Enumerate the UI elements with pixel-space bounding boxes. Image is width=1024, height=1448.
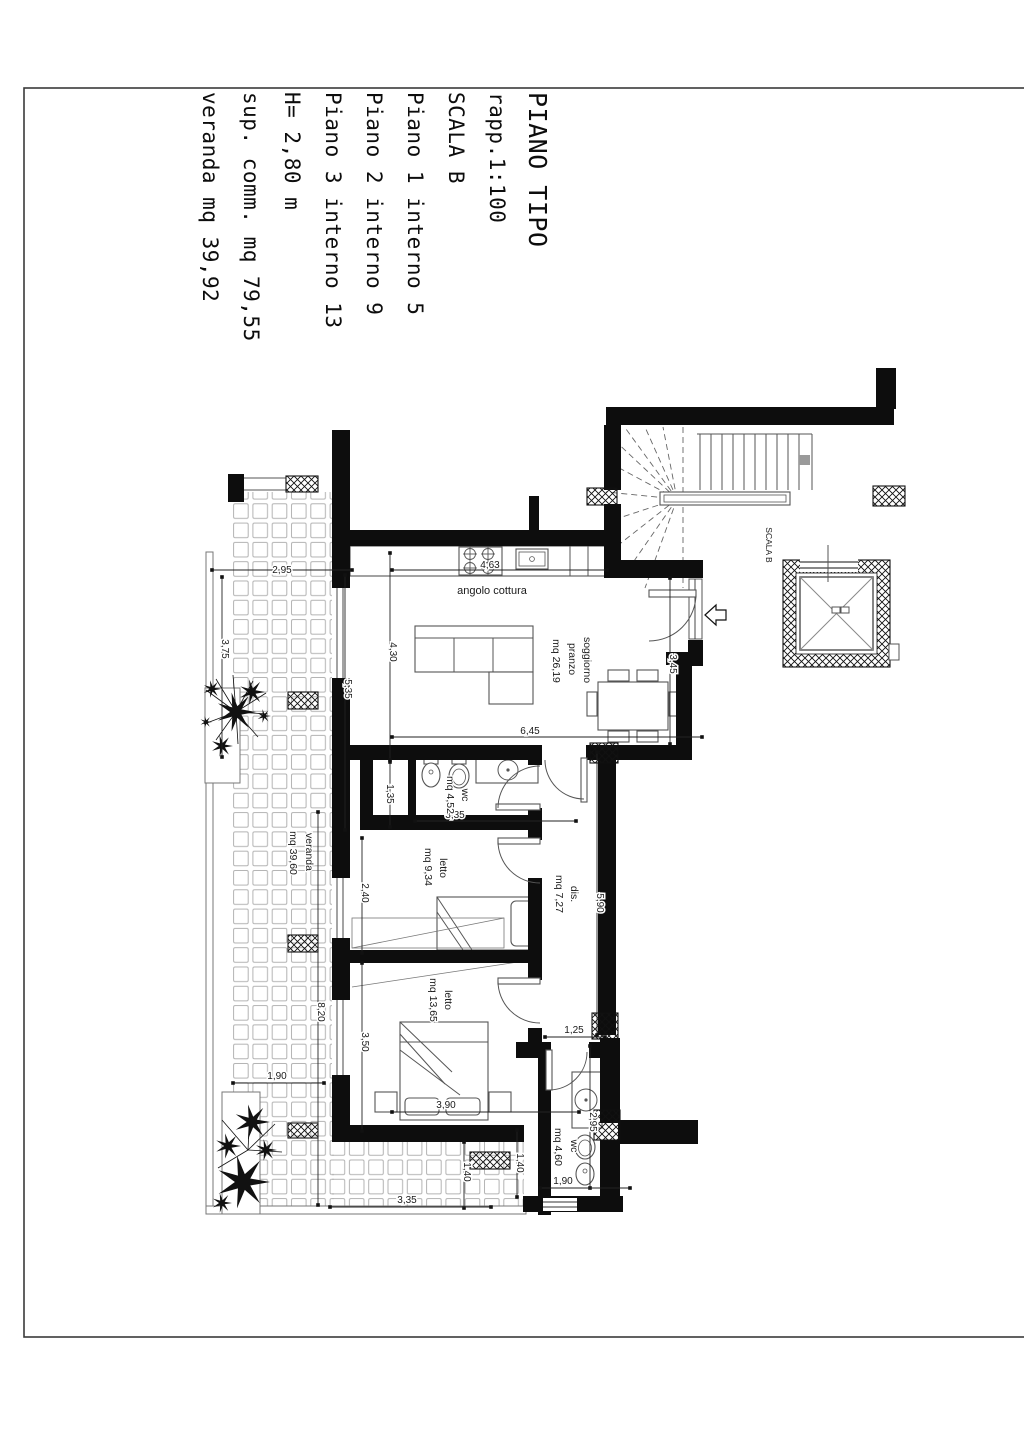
title-line: rapp.1:100 xyxy=(485,92,509,224)
nightstand xyxy=(489,1092,511,1112)
bathroom-1-fixtures xyxy=(422,757,538,788)
room-label: mq 7,27 xyxy=(553,875,565,913)
parapet-west xyxy=(206,552,213,1214)
nightstand xyxy=(375,1092,397,1112)
stair-handrail-inner xyxy=(664,495,786,502)
room-label: mq 9,34 xyxy=(422,848,434,886)
room-label: mq 4,52 xyxy=(444,776,456,814)
room-label: mq 13,65 xyxy=(427,978,439,1022)
title-line: SCALA B xyxy=(444,92,468,185)
door-living-hall xyxy=(545,758,587,802)
entrance-arrow-icon xyxy=(705,605,726,625)
room-label: letto xyxy=(442,990,454,1010)
dining-table xyxy=(587,670,679,742)
chair xyxy=(608,670,629,681)
dim-label: 1,90 xyxy=(553,1176,573,1187)
stair-treads xyxy=(697,434,812,490)
dim-label: 3,90 xyxy=(436,1100,456,1111)
dim-label: 1,35 xyxy=(384,784,395,804)
dim-label: 2,95 xyxy=(587,1112,598,1132)
title-line: Piano 2 interno 9 xyxy=(362,92,386,316)
dim-label: 3,50 xyxy=(359,1032,370,1052)
entrance-threshold xyxy=(689,579,702,639)
dim-label: 3,35 xyxy=(397,1195,417,1206)
dim-label: 6,45 xyxy=(520,726,540,737)
dim-label: 1,90 xyxy=(267,1071,287,1082)
chair xyxy=(637,670,658,681)
window xyxy=(332,588,350,678)
kitchen-label: angolo cottura xyxy=(457,585,527,597)
chair xyxy=(608,731,629,742)
title-line: PIANO TIPO xyxy=(523,92,552,248)
room-label: letto xyxy=(437,858,449,878)
room-label: mq 4,60 xyxy=(552,1128,564,1166)
dim-label: 1,25 xyxy=(564,1025,584,1036)
bedroom-1-furniture xyxy=(352,897,540,950)
kitchen xyxy=(350,546,607,576)
chair xyxy=(587,692,597,716)
elevator-symbol xyxy=(832,607,840,613)
title-line: Piano 3 interno 13 xyxy=(321,92,345,329)
room-label: mq 39,60 xyxy=(287,831,299,875)
dim-label: 5,90 xyxy=(594,893,605,913)
room-label: veranda xyxy=(303,833,315,871)
room-label: wc xyxy=(568,1139,580,1153)
room-label: dis. xyxy=(568,885,580,903)
stair-tread-mark xyxy=(799,455,810,465)
title-line: H= 2,80 m xyxy=(280,92,304,211)
chair xyxy=(637,731,658,742)
title-line: sup. comm. mq 79,55 xyxy=(239,92,263,342)
room-label: soggiorno xyxy=(581,636,593,684)
sofa-chaise xyxy=(489,672,533,704)
dim-label: 2,95 xyxy=(272,565,292,576)
room-label: mq 26,19 xyxy=(550,639,562,683)
dim-label: 3,45 xyxy=(667,654,678,674)
dim-label: 3,75 xyxy=(219,639,230,659)
elevator-door-opening xyxy=(800,557,858,572)
title-line: veranda mq 39,92 xyxy=(198,92,222,303)
bidet xyxy=(422,763,440,787)
dim-label: 8,20 xyxy=(315,1002,326,1022)
door-bedroom1 xyxy=(498,838,540,883)
elevator-symbol xyxy=(841,607,849,613)
bidet xyxy=(576,1163,594,1185)
sofa xyxy=(415,626,533,704)
window xyxy=(332,878,350,938)
stair-label: SCALA B xyxy=(764,527,774,563)
dim-label: 2,40 xyxy=(359,883,370,903)
dim-label: 4,30 xyxy=(387,642,398,662)
elevator-shaft xyxy=(783,545,899,667)
dim-label: 1,40 xyxy=(514,1153,525,1173)
room-label: pranzo xyxy=(566,642,578,676)
window xyxy=(332,1000,350,1075)
title-line: Piano 1 interno 5 xyxy=(403,92,427,316)
dim-label: 3,35 xyxy=(445,810,465,821)
title-block xyxy=(186,92,558,442)
shaft-stub xyxy=(889,644,899,660)
dim-label: 4,63 xyxy=(480,560,500,571)
room-label: wc xyxy=(459,788,471,802)
window xyxy=(543,1198,577,1211)
door-bedroom2 xyxy=(498,978,540,1023)
dim-label: 5,35 xyxy=(342,679,353,699)
dim-label: 1,40 xyxy=(461,1162,472,1182)
